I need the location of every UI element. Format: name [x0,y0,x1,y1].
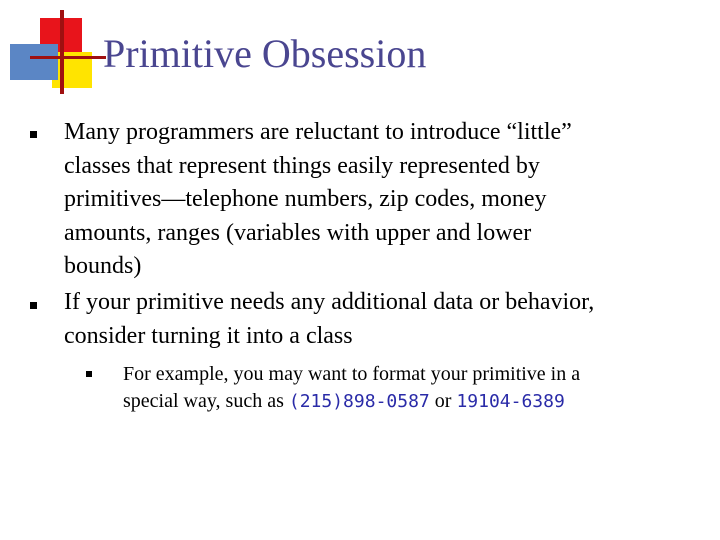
bullet-text [64,116,572,284]
sub-bullet-line: For example, you may want to format your primitive in a [123,363,581,385]
bullet-marker [30,302,37,309]
slide-title: Primitive Obsession [103,31,427,76]
bullet-line: Many programmers are reluctant to introduce “little” [64,119,572,145]
bullet-line: If your primitive needs any additional data or behavior, [64,289,595,315]
sub-bullet-line [123,388,580,415]
bullet-line: bounds) [64,253,142,279]
sub-bullet-connector: or [429,390,457,412]
sub-bullet-prefix: special way, such as [123,390,289,412]
bullet-marker [30,131,37,138]
zip-example: 19104-6389 [456,391,565,412]
bullet-line: amounts, ranges (variables with upper and lower [64,219,532,246]
sub-bullet-marker [86,371,92,377]
bullet-line: classes that represent things easily represented by [64,152,540,179]
bullet-line: consider turning it into a class [64,322,353,349]
bullet-text [64,286,594,353]
phone-example: (215)898-0587 [288,391,430,412]
bullet-line: primitives—telephone numbers, zip codes, money [64,186,547,212]
sub-bullet-text [123,361,580,415]
